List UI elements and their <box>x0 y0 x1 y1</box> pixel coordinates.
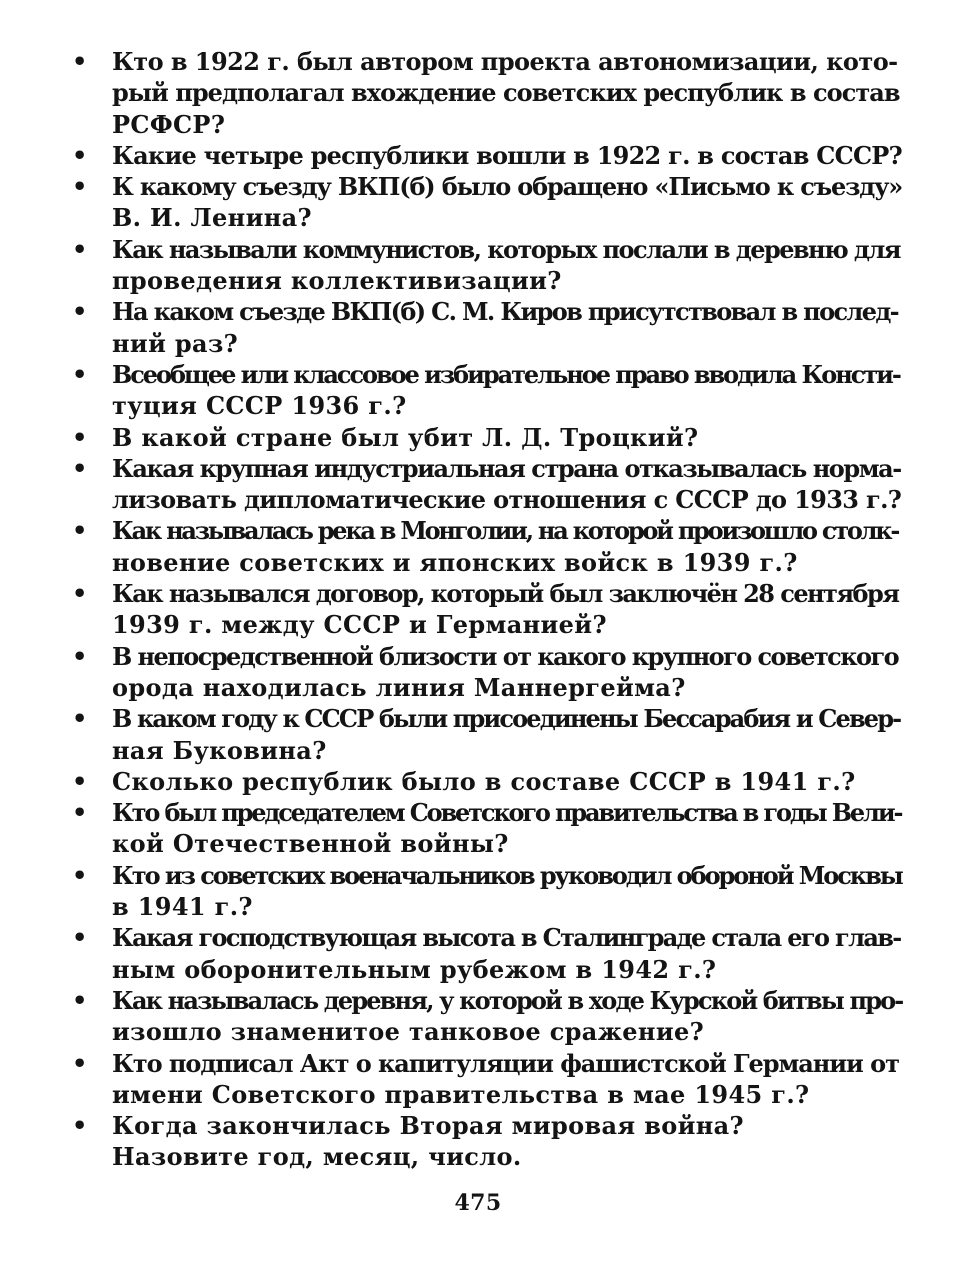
question-line: Как называлась река в Монголии, на которой произошло столк- <box>112 516 899 546</box>
question-line: Назовите год, месяц, число. <box>112 1142 522 1172</box>
question-item <box>72 1110 902 1173</box>
question-item <box>72 703 902 766</box>
question-item <box>72 766 902 797</box>
question-text <box>112 1048 902 1111</box>
bullet-icon: • <box>72 297 88 327</box>
question-text <box>112 860 902 923</box>
question-text <box>112 453 902 516</box>
question-item <box>72 46 902 140</box>
question-item <box>72 515 902 578</box>
bullet-icon: • <box>72 641 88 671</box>
question-text <box>112 296 902 359</box>
page-number: 475 <box>454 1190 502 1216</box>
question-text <box>112 1110 902 1173</box>
question-item <box>72 171 902 234</box>
question-line: Какие четыре республики вошли в 1922 г. в состав СССР? <box>112 140 902 170</box>
question-line: изошло знаменитое танковое сражение? <box>112 1017 705 1047</box>
question-line: кой Отечественной войны? <box>112 829 509 859</box>
question-text <box>112 140 902 171</box>
question-line: ний раз? <box>112 328 239 358</box>
bullet-icon: • <box>72 1048 88 1078</box>
bullet-icon: • <box>72 923 88 953</box>
question-item <box>72 359 902 422</box>
bullet-icon: • <box>72 798 88 828</box>
question-item <box>72 453 902 516</box>
bullet-icon: • <box>72 422 88 452</box>
question-line: К какому съезду ВКП(б) было обращено «Письмо к съезду» <box>112 172 903 202</box>
bullet-icon: • <box>72 359 88 389</box>
question-line: рый предполагал вхождение советских республик в состав <box>112 78 900 108</box>
question-text <box>112 46 902 140</box>
question-line: Кто подписал Акт о капитуляции фашистской Германии от <box>112 1048 899 1078</box>
question-line: лизовать дипломатические отношения с СССР до 1933 г.? <box>112 485 902 515</box>
question-text <box>112 515 902 578</box>
question-item <box>72 296 902 359</box>
question-line: Когда закончилась Вторая мировая война? <box>112 1111 744 1141</box>
question-item <box>72 922 902 985</box>
question-text <box>112 703 902 766</box>
question-item <box>72 1048 902 1111</box>
question-line: ным оборонительным рубежом в 1942 г.? <box>112 954 717 984</box>
bullet-icon: • <box>72 172 88 202</box>
bullet-icon: • <box>72 140 88 170</box>
question-line: Какая крупная индустриальная страна отказывалась норма- <box>112 453 901 483</box>
question-item <box>72 578 902 641</box>
question-text <box>112 922 902 985</box>
bullet-icon: • <box>72 579 88 609</box>
bullet-icon: • <box>72 453 88 483</box>
bullet-icon: • <box>72 516 88 546</box>
question-text <box>112 797 902 860</box>
question-line: Кто из советских военачальников руководил обороной Москвы <box>112 860 902 890</box>
question-line: орода находилась линия Маннергейма? <box>112 672 686 702</box>
bullet-icon: • <box>72 47 88 76</box>
question-line: Как назывался договор, который был заключён 28 сентября <box>112 579 899 609</box>
question-item <box>72 641 902 704</box>
question-text <box>112 422 902 453</box>
question-line: Как называли коммунистов, которых послали в деревню для <box>112 234 900 264</box>
bullet-icon: • <box>72 766 88 796</box>
question-line: Как называлась деревня, у которой в ходе Курской битвы про- <box>112 985 903 1015</box>
question-line: РСФСР? <box>112 109 226 139</box>
question-text <box>112 234 902 297</box>
question-line: ная Буковина? <box>112 735 327 765</box>
question-list <box>72 46 902 1173</box>
question-item <box>72 234 902 297</box>
question-text <box>112 578 902 641</box>
question-line: Сколько республик было в составе СССР в 1941 г.? <box>112 766 856 796</box>
question-line: В какой стране был убит Л. Д. Троцкий? <box>112 422 699 452</box>
bullet-icon: • <box>72 860 88 890</box>
bullet-icon: • <box>72 704 88 734</box>
question-line: Кто в 1922 г. был автором проекта автономизации, кото- <box>112 47 898 76</box>
question-text <box>112 985 902 1048</box>
question-line: Всеобщее или классовое избирательное право вводила Консти- <box>112 359 900 389</box>
bullet-icon: • <box>72 234 88 264</box>
question-line: В каком году к СССР были присоединены Бессарабия и Север- <box>112 704 901 734</box>
question-text <box>112 641 902 704</box>
question-line: Какая господствующая высота в Сталинграде стала его глав- <box>112 923 901 953</box>
question-line: имени Советского правительства в мае 1945 г.? <box>112 1079 810 1109</box>
bullet-icon: • <box>72 1111 88 1141</box>
question-line: новение советских и японских войск в 1939 г.? <box>112 547 798 577</box>
bullet-icon: • <box>72 985 88 1015</box>
question-line: В непосредственной близости от какого крупного советского <box>112 641 899 671</box>
question-line: В. И. Ленина? <box>112 203 312 233</box>
question-line: проведения коллективизации? <box>112 266 562 296</box>
question-line: туция СССР 1936 г.? <box>112 391 407 421</box>
question-line: На каком съезде ВКП(б) С. М. Киров присутствовал в послед- <box>112 297 898 327</box>
question-item <box>72 985 902 1048</box>
question-line: 1939 г. между СССР и Германией? <box>112 610 607 640</box>
question-line: в 1941 г.? <box>112 892 253 922</box>
question-item <box>72 797 902 860</box>
question-item <box>72 860 902 923</box>
question-line: Кто был председателем Советского правительства в годы Вели- <box>112 798 902 828</box>
question-text <box>112 766 902 797</box>
question-text <box>112 359 902 422</box>
question-text <box>112 171 902 234</box>
question-item <box>72 422 902 453</box>
question-item <box>72 140 902 171</box>
